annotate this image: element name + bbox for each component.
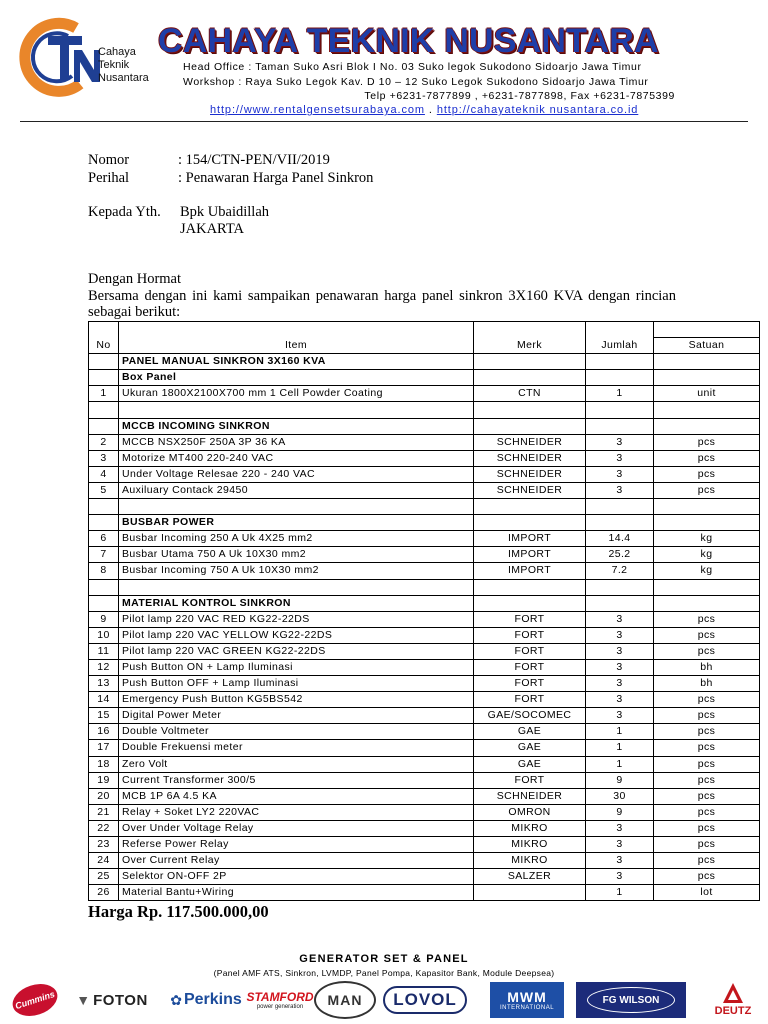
row-item-cell: Referse Power Relay [119,837,474,853]
row-satuan-cell: pcs [654,804,760,820]
row-jumlah-cell: 3 [586,853,654,869]
row-satuan-cell: pcs [654,450,760,466]
row-merk-cell: SCHNEIDER [474,434,586,450]
row-satuan-cell: pcs [654,740,760,756]
row-no-cell: 8 [89,563,119,579]
row-item-cell: MCCB INCOMING SINKRON [119,418,474,434]
row-merk-cell: MIKRO [474,820,586,836]
row-merk-cell: GAE [474,724,586,740]
intro-paragraph: Bersama dengan ini kami sampaikan penawaran harga panel sinkron 3X160 KVA dengan rincian sebagai berikut: [88,288,676,320]
cummins-logo [10,982,60,1018]
phone-line: Telp +6231-7877899 , +6231-7877898, Fax +6231-7875399 [364,90,675,102]
row-item-cell [119,402,474,418]
man-logo-text: MAN [327,992,363,1008]
row-merk-cell: FORT [474,692,586,708]
recipient-name: Bpk Ubaidillah [180,204,270,220]
row-no-cell: 14 [89,692,119,708]
foton-logo-text: FOTON [93,991,148,1009]
table-row [89,837,760,853]
fg-wilson-logo-text: FG WILSON [602,994,660,1006]
deutz-horse-icon [719,983,747,1005]
stamford-logo-text: STAMFORD [246,990,314,1004]
row-satuan-cell: bh [654,659,760,675]
row-item-cell: Relay + Soket LY2 220VAC [119,804,474,820]
link-separator: . [424,104,437,116]
row-item-cell [119,499,474,515]
row-merk-cell: MIKRO [474,837,586,853]
row-satuan-cell: kg [654,563,760,579]
row-jumlah-cell [586,515,654,531]
row-item-cell: Over Under Voltage Relay [119,820,474,836]
row-item-cell: Ukuran 1800X2100X700 mm 1 Cell Powder Coating [119,386,474,402]
table-section-row [89,515,760,531]
row-merk-cell [474,885,586,901]
stamford-logo-tagline: power generation [256,1004,304,1010]
row-no-cell [89,595,119,611]
row-satuan-cell: pcs [654,756,760,772]
table-section-row [89,418,760,434]
row-jumlah-cell: 3 [586,869,654,885]
row-no-cell [89,402,119,418]
row-jumlah-cell [586,499,654,515]
table-row [89,643,760,659]
row-satuan-cell: pcs [654,772,760,788]
row-jumlah-cell: 3 [586,482,654,498]
row-jumlah-cell [586,418,654,434]
row-jumlah-cell [586,370,654,386]
header-spacer-cell [119,322,474,338]
footer-title: GENERATOR SET & PANEL [299,953,469,965]
row-jumlah-cell: 7.2 [586,563,654,579]
row-merk-cell: SCHNEIDER [474,450,586,466]
row-item-cell: Under Voltage Relesae 220 - 240 VAC [119,466,474,482]
logo-wordmark [98,46,149,85]
table-section-row [89,370,760,386]
row-no-cell: 9 [89,611,119,627]
row-merk-cell: IMPORT [474,563,586,579]
perihal-label: Perihal [88,170,130,186]
row-item-cell: MCB 1P 6A 4.5 KA [119,788,474,804]
table-header-row [89,338,760,354]
quotation-table-body [89,322,760,901]
row-item-cell [119,579,474,595]
row-item-cell: MCCB NSX250F 250A 3P 36 KA [119,434,474,450]
col-header-jumlah: Jumlah [586,338,654,354]
row-item-cell: MATERIAL KONTROL SINKRON [119,595,474,611]
row-satuan-cell [654,370,760,386]
row-jumlah-cell: 3 [586,708,654,724]
table-row [89,869,760,885]
cummins-logo-text: Cummins [13,988,57,1012]
workshop-line: Workshop : Raya Suko Legok Kav. D 10 – 12 Suko Legok Sukodono Sidoarjo Jawa Timur [183,75,649,88]
table-row [89,547,760,563]
row-satuan-cell: pcs [654,611,760,627]
row-item-cell: Current Transformer 300/5 [119,772,474,788]
row-satuan-cell [654,579,760,595]
table-row [89,708,760,724]
lovol-logo-text: LOVOL [393,990,457,1009]
table-row [89,853,760,869]
row-no-cell: 24 [89,853,119,869]
row-jumlah-cell: 1 [586,740,654,756]
row-merk-cell: CTN [474,386,586,402]
row-item-cell: Double Frekuensi meter [119,740,474,756]
row-item-cell: Material Bantu+Wiring [119,885,474,901]
row-jumlah-cell: 1 [586,724,654,740]
row-item-cell: Over Current Relay [119,853,474,869]
col-header-no: No [89,338,119,354]
row-item-cell: PANEL MANUAL SINKRON 3X160 KVA [119,354,474,370]
row-no-cell: 16 [89,724,119,740]
row-item-cell: Push Button ON + Lamp Iluminasi [119,659,474,675]
row-satuan-cell: pcs [654,869,760,885]
logo-word-2: Teknik [98,59,130,71]
foton-logo [64,982,160,1018]
row-no-cell: 21 [89,804,119,820]
perkins-logo-text: Perkins [183,991,242,1008]
row-item-cell: Busbar Utama 750 A Uk 10X30 mm2 [119,547,474,563]
header-divider [20,121,748,122]
table-row [89,788,760,804]
row-jumlah-cell: 3 [586,466,654,482]
row-jumlah-cell: 3 [586,676,654,692]
row-no-cell: 17 [89,740,119,756]
row-no-cell [89,418,119,434]
col-header-item: Item [119,338,474,354]
row-no-cell [89,579,119,595]
nomor-value: : 154/CTN-PEN/VII/2019 [178,152,330,168]
row-jumlah-cell: 3 [586,611,654,627]
row-satuan-cell: pcs [654,820,760,836]
deutz-logo [706,982,760,1018]
row-satuan-cell: kg [654,531,760,547]
row-merk-cell [474,354,586,370]
recipient-label: Kepada Yth. [88,204,161,220]
website-link-rental[interactable]: http://www.rentalgensetsurabaya.com [210,104,425,116]
row-merk-cell: SCHNEIDER [474,466,586,482]
row-merk-cell: FORT [474,627,586,643]
row-no-cell: 19 [89,772,119,788]
row-no-cell: 7 [89,547,119,563]
row-jumlah-cell: 9 [586,772,654,788]
row-no-cell: 10 [89,627,119,643]
table-row [89,563,760,579]
row-jumlah-cell: 3 [586,692,654,708]
row-satuan-cell [654,499,760,515]
company-name: CAHAYA TEKNIK NUSANTARA [158,22,659,60]
col-header-satuan: Satuan [654,338,760,354]
row-item-cell: Selektor ON-OFF 2P [119,869,474,885]
mwm-logo [490,982,564,1018]
row-jumlah-cell: 3 [586,434,654,450]
header-spacer-cell [89,322,119,338]
row-jumlah-cell: 3 [586,450,654,466]
table-header-spacer-row [89,322,760,338]
row-no-cell: 4 [89,466,119,482]
address-block [183,60,675,104]
row-item-cell: Box Panel [119,370,474,386]
row-no-cell: 20 [89,788,119,804]
row-satuan-cell: pcs [654,692,760,708]
row-merk-cell: GAE/SOCOMEC [474,708,586,724]
table-row [89,692,760,708]
row-merk-cell [474,370,586,386]
table-row [89,885,760,901]
row-merk-cell [474,579,586,595]
table-row [89,627,760,643]
row-jumlah-cell: 30 [586,788,654,804]
lovol-logo [381,982,469,1018]
row-jumlah-cell: 14.4 [586,531,654,547]
table-row [89,434,760,450]
perkins-logo [163,982,249,1018]
man-logo [313,982,377,1018]
mwm-logo-tagline: INTERNATIONAL [499,1005,555,1011]
row-item-cell: Double Voltmeter [119,724,474,740]
row-no-cell [89,499,119,515]
row-no-cell: 5 [89,482,119,498]
table-row [89,676,760,692]
row-merk-cell: MIKRO [474,853,586,869]
row-satuan-cell: pcs [654,724,760,740]
row-satuan-cell: pcs [654,434,760,450]
row-satuan-cell: pcs [654,853,760,869]
row-item-cell: Push Button OFF + Lamp Iluminasi [119,676,474,692]
table-row [89,531,760,547]
row-jumlah-cell: 3 [586,837,654,853]
row-merk-cell: FORT [474,676,586,692]
table-row [89,482,760,498]
table-row [89,756,760,772]
row-item-cell: Pilot lamp 220 VAC YELLOW KG22-22DS [119,627,474,643]
row-no-cell [89,354,119,370]
row-merk-cell: FORT [474,772,586,788]
foton-logo-icon: ▼ [76,992,91,1008]
row-merk-cell: SALZER [474,869,586,885]
row-no-cell: 12 [89,659,119,675]
logo-word-1: Cahaya [98,46,136,58]
website-links [210,104,638,116]
row-item-cell: Zero Volt [119,756,474,772]
row-no-cell: 11 [89,643,119,659]
table-row [89,386,760,402]
row-satuan-cell [654,515,760,531]
row-satuan-cell: pcs [654,788,760,804]
row-jumlah-cell: 1 [586,885,654,901]
row-jumlah-cell [586,595,654,611]
row-merk-cell: GAE [474,756,586,772]
row-satuan-cell [654,402,760,418]
row-merk-cell: SCHNEIDER [474,482,586,498]
row-satuan-cell: pcs [654,482,760,498]
row-jumlah-cell: 3 [586,820,654,836]
recipient-city: JAKARTA [180,221,245,237]
total-price: Harga Rp. 117.500.000,00 [88,902,269,921]
perkins-logo-icon: ✿ [170,991,182,1008]
row-satuan-cell: pcs [654,708,760,724]
row-no-cell: 22 [89,820,119,836]
row-satuan-cell [654,418,760,434]
row-satuan-cell: lot [654,885,760,901]
row-item-cell: Motorize MT400 220-240 VAC [119,450,474,466]
row-item-cell: Pilot lamp 220 VAC RED KG22-22DS [119,611,474,627]
row-merk-cell [474,402,586,418]
table-section-row [89,354,760,370]
row-no-cell [89,370,119,386]
row-jumlah-cell: 9 [586,804,654,820]
row-item-cell: Auxiluary Contack 29450 [119,482,474,498]
row-satuan-cell: pcs [654,837,760,853]
row-jumlah-cell: 25.2 [586,547,654,563]
row-jumlah-cell: 3 [586,659,654,675]
row-item-cell: Busbar Incoming 250 A Uk 4X25 mm2 [119,531,474,547]
table-row [89,450,760,466]
row-satuan-cell: pcs [654,466,760,482]
table-row [89,804,760,820]
table-row [89,740,760,756]
footer-subtitle: (Panel AMF ATS, Sinkron, LVMDP, Panel Pompa, Kapasitor Bank, Module Deepsea) [213,968,555,978]
row-merk-cell [474,499,586,515]
row-merk-cell: OMRON [474,804,586,820]
table-blank-row [89,402,760,418]
row-item-cell: Digital Power Meter [119,708,474,724]
row-no-cell: 2 [89,434,119,450]
row-no-cell: 13 [89,676,119,692]
row-merk-cell: SCHNEIDER [474,788,586,804]
row-no-cell: 15 [89,708,119,724]
table-blank-row [89,579,760,595]
row-jumlah-cell [586,579,654,595]
mwm-logo-text: MWM [507,989,547,1005]
greeting: Dengan Hormat [88,271,182,287]
row-jumlah-cell: 1 [586,756,654,772]
row-jumlah-cell [586,354,654,370]
row-satuan-cell [654,354,760,370]
row-no-cell: 23 [89,837,119,853]
row-no-cell: 3 [89,450,119,466]
quotation-table [88,321,760,901]
row-no-cell [89,515,119,531]
head-office-line: Head Office : Taman Suko Asri Blok I No. 03 Suko legok Sukodono Sidoarjo Jawa Timur [183,61,642,73]
row-jumlah-cell: 1 [586,386,654,402]
table-blank-row [89,499,760,515]
row-satuan-cell: unit [654,386,760,402]
row-merk-cell: FORT [474,659,586,675]
table-section-row [89,595,760,611]
row-no-cell: 25 [89,869,119,885]
row-no-cell: 26 [89,885,119,901]
row-jumlah-cell [586,402,654,418]
row-merk-cell: IMPORT [474,547,586,563]
fg-wilson-logo [576,982,686,1018]
row-item-cell: Pilot lamp 220 VAC GREEN KG22-22DS [119,643,474,659]
company-logo [18,14,100,98]
row-merk-cell: FORT [474,611,586,627]
row-satuan-cell: kg [654,547,760,563]
table-row [89,820,760,836]
website-link-company[interactable]: http://cahayateknik nusantara.co.id [436,104,639,116]
table-row [89,724,760,740]
header-spacer-cell [586,322,654,338]
row-satuan-cell [654,595,760,611]
header-spacer-cell [474,322,586,338]
row-satuan-cell: bh [654,676,760,692]
row-merk-cell [474,418,586,434]
row-item-cell: Busbar Incoming 750 A Uk 10X30 mm2 [119,563,474,579]
row-no-cell: 1 [89,386,119,402]
nomor-label: Nomor [88,152,130,168]
table-row [89,659,760,675]
row-merk-cell: FORT [474,643,586,659]
table-row [89,772,760,788]
row-jumlah-cell: 3 [586,627,654,643]
row-satuan-cell: pcs [654,643,760,659]
header-spacer-cell [654,322,760,338]
deutz-logo-text: DEUTZ [714,1005,752,1017]
table-row [89,611,760,627]
row-no-cell: 18 [89,756,119,772]
row-jumlah-cell: 3 [586,643,654,659]
row-merk-cell [474,595,586,611]
logo-word-3: Nusantara [98,72,149,84]
row-satuan-cell: pcs [654,627,760,643]
row-item-cell: BUSBAR POWER [119,515,474,531]
perihal-value: : Penawaran Harga Panel Sinkron [178,170,374,186]
row-item-cell: Emergency Push Button KG5BS542 [119,692,474,708]
row-merk-cell: IMPORT [474,531,586,547]
stamford-logo [246,982,314,1018]
col-header-merk: Merk [474,338,586,354]
row-merk-cell: GAE [474,740,586,756]
table-row [89,466,760,482]
row-merk-cell [474,515,586,531]
row-no-cell: 6 [89,531,119,547]
